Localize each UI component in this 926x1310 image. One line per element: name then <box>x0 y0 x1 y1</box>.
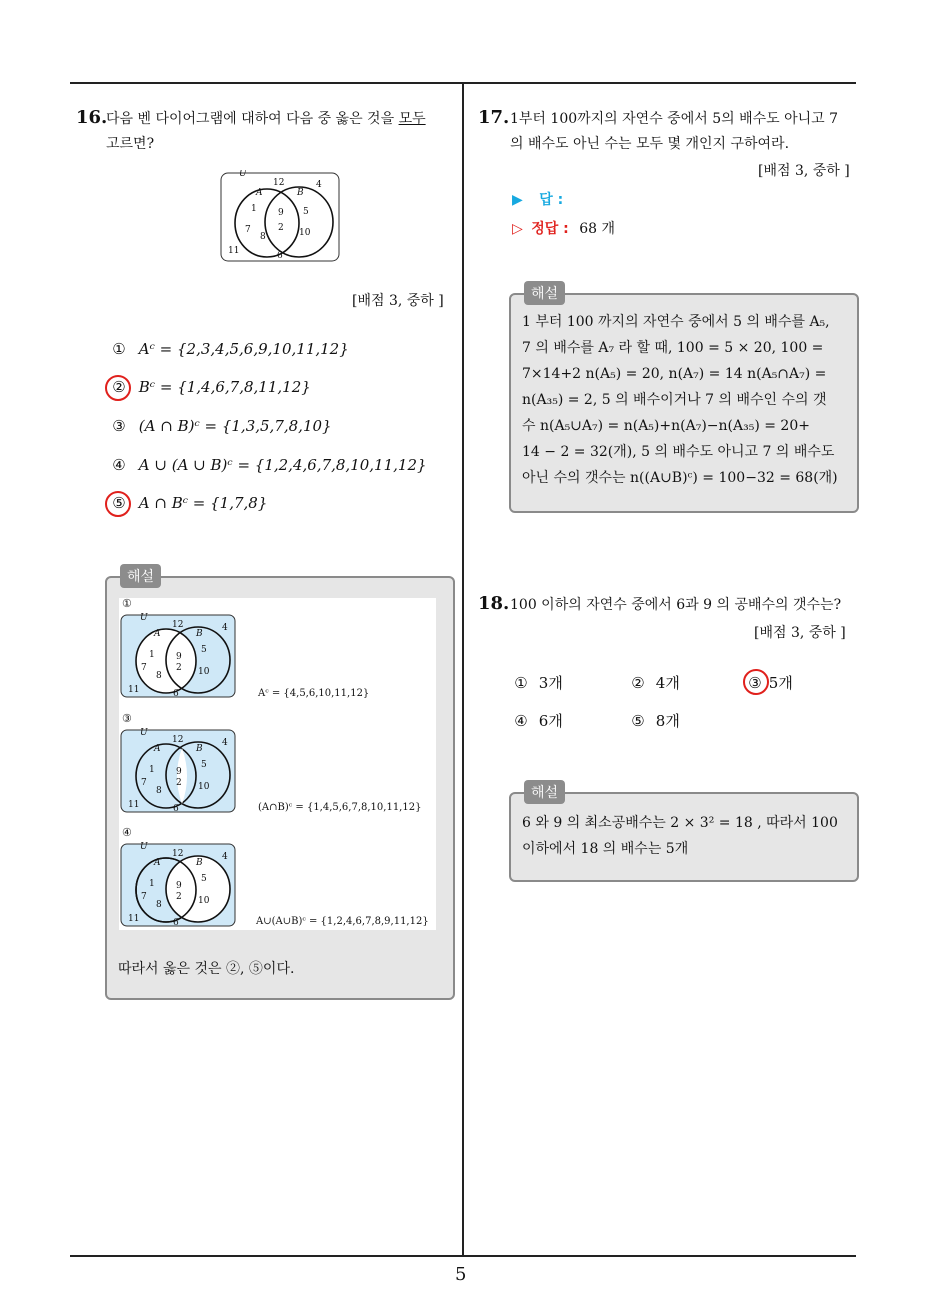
svg-text:9: 9 <box>176 767 182 777</box>
q16-choice-2[interactable] <box>110 378 311 396</box>
q16-fig3-venn <box>120 841 238 929</box>
q17-explanation-line: 1 부터 100 까지의 자연수 중에서 5 의 배수를 A₅, <box>522 314 830 330</box>
q18-choice-4-text: 6개 <box>538 712 563 730</box>
q16-choice-4-text: A ∪ (A ∪ B)ᶜ = {1,2,4,6,7,8,10,11,12} <box>138 456 427 474</box>
svg-text:U: U <box>140 728 148 738</box>
svg-text:8: 8 <box>156 786 162 796</box>
q18-choice-4[interactable] <box>512 710 563 731</box>
svg-text:12: 12 <box>172 849 184 859</box>
q18-explanation-line: 6 와 9 의 최소공배수는 2 × 3² = 18 , 따라서 100 <box>522 815 838 831</box>
svg-text:5: 5 <box>201 645 207 655</box>
svg-text:1: 1 <box>149 765 155 775</box>
svg-text:7: 7 <box>141 892 147 902</box>
q16-venn-7: 7 <box>245 225 251 235</box>
q18-answer-mark-3 <box>743 669 769 695</box>
q16-fig2-caption: (A∩B)ᶜ = {1,4,5,6,7,8,10,11,12} <box>258 802 422 813</box>
svg-text:5: 5 <box>201 760 207 770</box>
q18-choice-3-num: ③ <box>748 674 762 692</box>
column-divider <box>462 82 464 1257</box>
svg-text:11: 11 <box>128 800 140 810</box>
q18-choice-2[interactable] <box>629 672 680 693</box>
q16-choice-1-num: ① <box>112 340 126 358</box>
q16-answer-mark-5 <box>105 491 131 517</box>
q18-choice-5-text: 8개 <box>655 712 680 730</box>
svg-text:2: 2 <box>176 778 182 788</box>
q16-venn-u: U <box>239 170 247 179</box>
q16-answer-mark-2 <box>105 375 131 401</box>
svg-text:8: 8 <box>156 671 162 681</box>
svg-text:U: U <box>140 842 148 852</box>
q17-line2: 의 배수도 아닌 수는 모두 몇 개인지 구하여라. <box>510 136 790 152</box>
q17-explanation-line: 7×14+2 n(A₅) = 20, n(A₇) = 14 n(A₅∩A₇) = <box>522 366 827 382</box>
q17-correct-row <box>512 218 615 238</box>
q18-choice-1[interactable] <box>512 672 563 693</box>
svg-text:B: B <box>196 744 203 754</box>
q16-fig2-num: ③ <box>122 712 132 725</box>
q18-choice-4-num: ④ <box>514 712 528 730</box>
q16-choice-4-num: ④ <box>112 456 126 474</box>
q16-venn-4: 4 <box>316 180 322 190</box>
q16-explanation-conclusion: 따라서 옳은 것은 ②, ⑤이다. <box>118 961 295 977</box>
q17-correct-value: 68 개 <box>579 221 616 237</box>
svg-text:U: U <box>140 613 148 623</box>
q16-choice-3-text: (A ∩ B)ᶜ = {1,3,5,7,8,10} <box>138 417 332 435</box>
svg-text:4: 4 <box>222 852 228 862</box>
svg-text:1: 1 <box>149 879 155 889</box>
q16-choice-1[interactable] <box>110 340 349 358</box>
q16-line1-underlined: 모두 <box>398 111 426 127</box>
q16-meta: [배점 3, 중하 ] <box>352 293 444 309</box>
q17-explanation-tag: 해설 <box>524 281 565 305</box>
q17-meta: [배점 3, 중하 ] <box>758 163 850 179</box>
q16-venn-12: 12 <box>273 178 285 188</box>
svg-text:4: 4 <box>222 623 228 633</box>
q16-number: 16. <box>76 107 108 128</box>
svg-text:10: 10 <box>198 667 210 677</box>
svg-text:9: 9 <box>176 881 182 891</box>
q16-choice-2-num: ② <box>112 378 126 396</box>
q17-answer-label: 답 : <box>539 192 564 208</box>
q16-venn-8: 8 <box>260 232 266 242</box>
svg-text:A: A <box>154 858 161 868</box>
q16-venn-1: 1 <box>251 204 257 214</box>
svg-text:10: 10 <box>198 782 210 792</box>
svg-text:A: A <box>154 629 161 639</box>
q16-fig1-caption: Aᶜ = {4,5,6,10,11,12} <box>258 688 370 699</box>
q18-choice-2-text: 4개 <box>655 674 680 692</box>
svg-text:9: 9 <box>176 652 182 662</box>
q17-line1: 1부터 100까지의 자연수 중에서 5의 배수도 아니고 7 <box>510 111 839 127</box>
q16-venn-6: 6 <box>277 251 283 261</box>
svg-text:2: 2 <box>176 892 182 902</box>
svg-text:6: 6 <box>173 689 179 699</box>
svg-text:10: 10 <box>198 896 210 906</box>
svg-text:7: 7 <box>141 663 147 673</box>
q18-explanation-line: 이하에서 18 의 배수는 5개 <box>522 841 689 857</box>
q16-venn-b: B <box>297 188 304 198</box>
q17-explanation-line: 14 − 2 = 32(개), 5 의 배수도 아니고 7 의 배수도 <box>522 444 835 460</box>
q17-number: 17. <box>478 107 510 128</box>
q17-answer-row[interactable] <box>512 189 563 209</box>
q16-venn-a: A <box>256 188 263 198</box>
q16-venn-9: 9 <box>278 208 284 218</box>
q17-explanation-line: 7 의 배수를 A₇ 라 할 때, 100 = 5 × 20, 100 = <box>522 340 824 356</box>
q18-choice-1-num: ① <box>514 674 528 692</box>
q16-fig2-venn <box>120 727 238 815</box>
q18-choice-5[interactable] <box>629 710 680 731</box>
svg-text:12: 12 <box>172 620 184 630</box>
q18-choice-1-text: 3개 <box>538 674 563 692</box>
q17-correct-arrow-icon: ▷ <box>512 221 523 237</box>
q18-line1: 100 이하의 자연수 중에서 6과 9 의 공배수의 갯수는? <box>510 597 842 613</box>
q16-venn-5: 5 <box>303 207 309 217</box>
q16-line1-text: 다음 벤 다이어그램에 대하여 다음 중 옳은 것을 <box>106 111 399 127</box>
q18-explanation-text <box>522 810 848 862</box>
q17-explanation-text <box>522 309 844 491</box>
svg-text:7: 7 <box>141 778 147 788</box>
svg-text:A: A <box>154 744 161 754</box>
svg-text:6: 6 <box>173 918 179 928</box>
svg-text:B: B <box>196 858 203 868</box>
svg-text:4: 4 <box>222 738 228 748</box>
q16-choice-5-num: ⑤ <box>112 494 126 512</box>
q18-explanation-tag: 해설 <box>524 780 565 804</box>
q17-answer-arrow-icon: ▶ <box>512 192 523 208</box>
q16-venn-diagram <box>219 170 341 264</box>
q16-venn-10: 10 <box>299 228 311 238</box>
q16-fig3-caption: A∪(A∪B)ᶜ = {1,2,4,6,7,8,9,11,12} <box>256 916 429 927</box>
q16-choice-3[interactable] <box>110 417 332 435</box>
q16-choice-2-text: Bᶜ = {1,4,6,7,8,11,12} <box>138 378 311 396</box>
q16-line1 <box>106 107 426 131</box>
q16-line2: 고르면? <box>106 136 155 152</box>
svg-text:1: 1 <box>149 650 155 660</box>
q17-explanation-line: 수 n(A₅∪A₇) = n(A₅)+n(A₇)−n(A₃₅) = 20+ <box>522 418 810 434</box>
q17-correct-label: 정답 : <box>531 221 569 237</box>
q16-fig3-num: ④ <box>122 826 132 839</box>
svg-text:11: 11 <box>128 685 140 695</box>
svg-text:5: 5 <box>201 874 207 884</box>
svg-text:2: 2 <box>176 663 182 673</box>
q18-choice-3-text: 5개 <box>768 674 793 692</box>
svg-text:11: 11 <box>128 914 140 924</box>
page-number: 5 <box>455 1264 467 1285</box>
q18-number: 18. <box>478 593 510 614</box>
q18-choice-5-num: ⑤ <box>631 712 645 730</box>
q16-choice-1-text: Aᶜ = {2,3,4,5,6,9,10,11,12} <box>138 340 349 358</box>
q16-choice-3-num: ③ <box>112 417 126 435</box>
q16-choice-5[interactable] <box>110 494 267 512</box>
q16-venn-11: 11 <box>228 246 240 256</box>
svg-text:12: 12 <box>172 735 184 745</box>
q16-choice-5-text: A ∩ Bᶜ = {1,7,8} <box>138 494 268 512</box>
q16-fig1-venn <box>120 612 238 700</box>
q17-explanation-line: n(A₃₅) = 2, 5 의 배수이거나 7 의 배수인 수의 갯 <box>522 392 827 408</box>
q18-meta: [배점 3, 중하 ] <box>754 625 846 641</box>
q18-choice-2-num: ② <box>631 674 645 692</box>
svg-text:8: 8 <box>156 900 162 910</box>
svg-text:6: 6 <box>173 804 179 814</box>
q16-fig1-num: ① <box>122 597 132 610</box>
q16-venn-2: 2 <box>278 223 284 233</box>
svg-text:B: B <box>196 629 203 639</box>
q16-choice-4[interactable] <box>110 456 427 474</box>
q16-explanation-tag: 해설 <box>120 564 161 588</box>
q17-explanation-line: 아닌 수의 갯수는 n((A∪B)ᶜ) = 100−32 = 68(개) <box>522 470 838 486</box>
